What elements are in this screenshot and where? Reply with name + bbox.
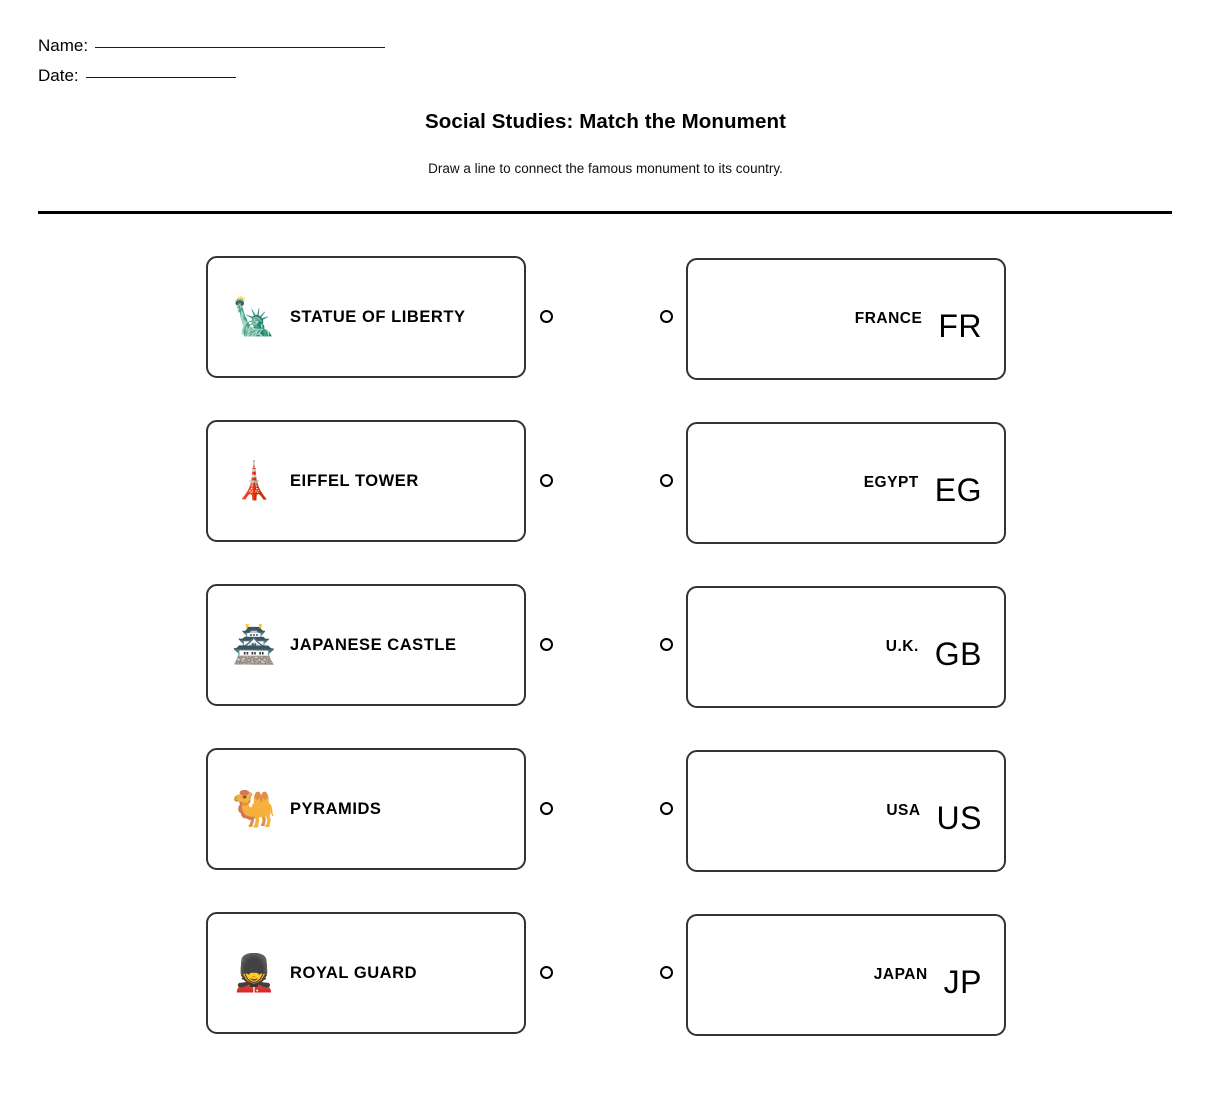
japanese-castle-icon: 🏯: [231, 624, 277, 665]
page-instructions: Draw a line to connect the famous monument to its country.: [428, 161, 783, 176]
country-name: JAPAN: [873, 966, 928, 983]
connector-dot-right[interactable]: [660, 966, 673, 979]
monument-card[interactable]: [206, 748, 526, 870]
connector-dot-left[interactable]: [540, 802, 553, 815]
statue-of-liberty-icon: 🗽: [231, 296, 277, 337]
date-field-row: [38, 66, 385, 86]
country-card[interactable]: [686, 914, 1006, 1036]
country-card[interactable]: [686, 586, 1006, 708]
connector-dot-left[interactable]: [540, 966, 553, 979]
connector-dot-left[interactable]: [540, 474, 553, 487]
match-row: [0, 420, 1211, 542]
country-name: EGYPT: [863, 474, 919, 491]
worksheet-heading: [0, 110, 1211, 176]
date-label: Date:: [38, 66, 79, 85]
country-code: EG: [934, 471, 982, 508]
monument-label: PYRAMIDS: [290, 799, 382, 818]
connector-dot-right[interactable]: [660, 638, 673, 651]
monument-label: ROYAL GUARD: [290, 963, 418, 982]
monument-card[interactable]: [206, 912, 526, 1034]
connector-dot-right[interactable]: [660, 802, 673, 815]
tower-icon: 🗼: [231, 460, 277, 501]
country-name: USA: [886, 802, 921, 819]
name-label: Name:: [38, 36, 89, 55]
connector-dot-left[interactable]: [540, 310, 553, 323]
country-card[interactable]: [686, 422, 1006, 544]
connector-dot-right[interactable]: [660, 474, 673, 487]
country-code: JP: [943, 963, 982, 1000]
monument-label: JAPANESE CASTLE: [290, 635, 457, 654]
monument-card[interactable]: [206, 584, 526, 706]
match-row: [0, 912, 1211, 1034]
country-code: US: [936, 799, 982, 836]
student-info-block: [38, 36, 385, 96]
connector-dot-left[interactable]: [540, 638, 553, 651]
monument-card[interactable]: [206, 256, 526, 378]
match-row: [0, 748, 1211, 870]
monument-label: EIFFEL TOWER: [290, 471, 419, 490]
country-code: GB: [934, 635, 982, 672]
connector-dot-right[interactable]: [660, 310, 673, 323]
country-name: FRANCE: [854, 310, 923, 327]
matching-exercise: [0, 256, 1211, 1076]
monument-label: STATUE OF LIBERTY: [290, 307, 466, 326]
date-write-line[interactable]: [86, 77, 236, 78]
country-card[interactable]: [686, 258, 1006, 380]
match-row: [0, 584, 1211, 706]
country-card[interactable]: [686, 750, 1006, 872]
country-name: U.K.: [885, 638, 919, 655]
camel-icon: 🐫: [231, 788, 277, 829]
name-field-row: [38, 36, 385, 56]
page-title: Social Studies: Match the Monument: [424, 110, 787, 133]
royal-guard-icon: 💂: [231, 952, 277, 993]
monument-card[interactable]: [206, 420, 526, 542]
match-row: [0, 256, 1211, 378]
header-divider: [38, 211, 1172, 214]
country-code: FR: [938, 307, 982, 344]
name-write-line[interactable]: [95, 47, 385, 48]
